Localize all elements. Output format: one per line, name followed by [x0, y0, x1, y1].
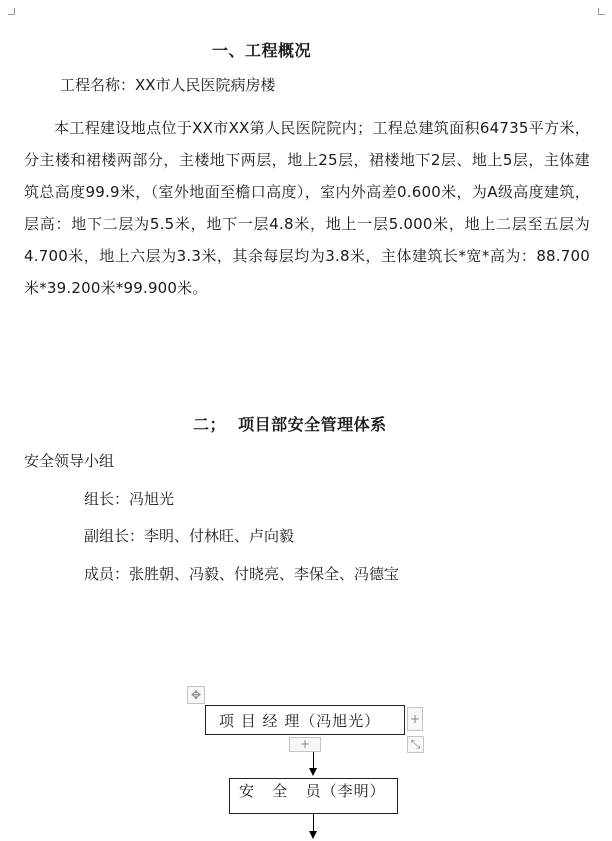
group-members-line: 成员：张胜朝、冯毅、付晓亮、李保全、冯德宝 [84, 565, 400, 583]
project-manager-label: 项 目 经 理（冯旭光） [219, 712, 381, 730]
arrow-head-1-icon [309, 768, 317, 776]
project-manager-box[interactable] [205, 705, 405, 735]
arrow-head-2-icon [309, 831, 317, 839]
add-below-icon[interactable]: + [289, 737, 321, 752]
safety-group-title: 安全领导小组 [24, 452, 115, 470]
group-deputy-line: 副组长：李明、付林旺、卢向毅 [84, 527, 295, 545]
group-leader-line: 组长：冯旭光 [84, 490, 175, 508]
safety-officer-label: 安 全 员（李明） [239, 782, 386, 800]
project-name-line: 工程名称：XX市人民医院病房楼 [60, 76, 276, 94]
section-heading-overview: 一、工程概况 [212, 41, 312, 60]
crop-mark-top-right [598, 8, 605, 15]
resize-handle-icon[interactable]: ⤡ [407, 736, 424, 753]
section-heading-safety-system: 二； 项目部安全管理体系 [193, 415, 387, 434]
crop-mark-top-left [8, 8, 15, 15]
safety-officer-box[interactable] [229, 778, 398, 814]
project-description: 本工程建设地点位于XX市XX第人民医院院内；工程总建筑面积64735平方米，分主楼和裙楼两部分，主楼地下两层，地上25层，裙楼地下2层、地上5层，主体建筑总高度99.9米，（室外地面至檐口高度），室内外高差0.600米，为A级高度建筑，层高：地下二层为5.5米，地下一层4.8米，地上一层5.000米，地上二层至五层为4.700米，地上六层为3.3米，其余每层均为3.8米，主体建筑长*宽*高为：88.700米*39.200米*99.900米。 [24, 119, 590, 297]
add-right-icon[interactable]: + [407, 707, 423, 731]
move-handle-icon[interactable]: ✥ [187, 686, 205, 704]
